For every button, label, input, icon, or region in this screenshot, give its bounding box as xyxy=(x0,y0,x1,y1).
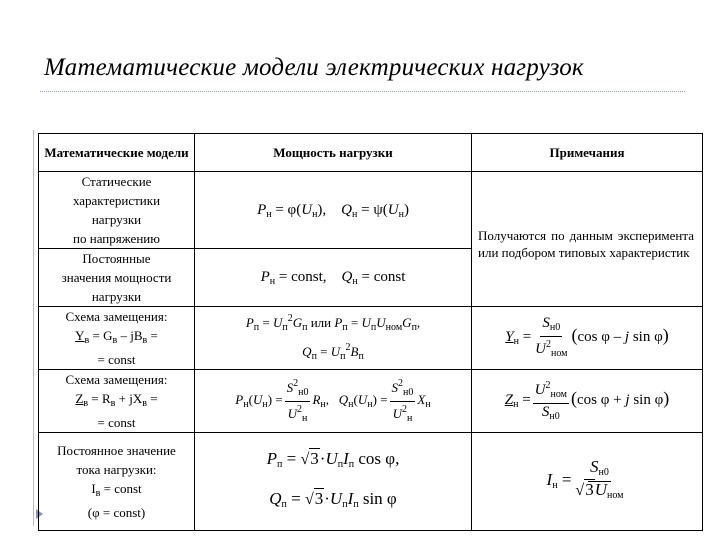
models-table xyxy=(38,133,703,531)
row3-formula: $P_п = U_п^2G_п$ или $P_п = U_пU_{ном}G_п$, $Q_п = U_п^2B_п$ xyxy=(195,307,472,370)
header-power: Мощность нагрузки xyxy=(195,134,472,172)
row4-note: $Z_н$ = $\frac{U^2_{ном}}{S_{н0}}$ (cos φ + j sin φ) xyxy=(472,370,703,433)
header-models: Математические модели xyxy=(39,134,195,172)
title-divider xyxy=(40,91,685,92)
row2-label: Постоянные значения мощности нагрузки xyxy=(39,249,195,307)
row1-formula: $P_н = \varphi(U_н)$, $Q_н = \psi(U_н)$ xyxy=(195,172,472,249)
table-row xyxy=(39,307,703,370)
row2-formula: $P_н$ = const, $Q_н$ = const xyxy=(195,249,472,307)
row3-note: $Y_н$ = $\frac{S_{н0}}{U^2_{ном}}$ (cos φ – j sin φ) xyxy=(472,307,703,370)
row4-formula: $P_н(U_н)$ = $\frac{S^2_{н0}}{U^2_н}$ $R_н$, $Q_н(U_н)$ = $\frac{S^2_{н0}}{U^2_н}$ $X_н$ xyxy=(195,370,472,433)
row5-note: $I_н$ = $\frac{S_{н0}}{√3U_{ном}}$ xyxy=(472,433,703,531)
row1-label: Статические характеристики нагрузки по напряжению xyxy=(39,172,195,249)
row3-label: Схема замещения: $Y_в = G_в - jB_в$ = = const xyxy=(39,307,195,370)
row1-note: Получаются по данным эксперимента или подбором типовых характеристик xyxy=(472,172,703,307)
header-notes: Примечания xyxy=(472,134,703,172)
row5-label: Постоянное значение тока нагрузки: $I_в$ = const (φ = const) xyxy=(39,433,195,531)
table-row xyxy=(39,370,703,433)
row4-label: Схема замещения: $Z_в = R_в + jX_в$ = = const xyxy=(39,370,195,433)
row5-formula: $P_п = √3\cdot U_пI_п$ cos φ, $Q_п = √3\cdot U_пI_п$ sin φ xyxy=(195,433,472,531)
table-header-row xyxy=(39,134,703,172)
table-row xyxy=(39,172,703,249)
slide-title: Математические модели электрических нагрузок xyxy=(44,54,584,81)
table-row xyxy=(39,433,703,531)
